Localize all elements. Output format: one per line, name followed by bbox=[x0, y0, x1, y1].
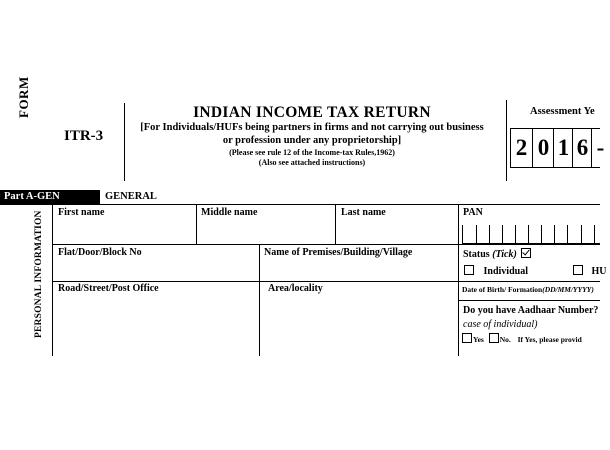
status-option-huf[interactable] bbox=[573, 265, 607, 277]
pan-cell-edge bbox=[554, 225, 555, 243]
road-street-field[interactable]: Road/Street/Post Office bbox=[58, 283, 159, 294]
pan-cell-edge bbox=[462, 225, 463, 243]
area-locality-field[interactable]: Area/locality bbox=[268, 283, 323, 294]
status-tick-checkbox[interactable] bbox=[521, 248, 531, 258]
flat-door-block-field[interactable]: Flat/Door/Block No bbox=[58, 247, 142, 258]
pan-cell-edge bbox=[541, 225, 542, 243]
dob-field[interactable] bbox=[462, 285, 594, 294]
last-name-field[interactable]: Last name bbox=[341, 207, 386, 218]
aadhaar-no-label: No. bbox=[499, 335, 511, 344]
first-name-field[interactable]: First name bbox=[58, 207, 105, 218]
aadhaar-hint: case of individual) bbox=[463, 319, 538, 330]
grid-row-rule bbox=[458, 281, 600, 282]
pan-cell-edge bbox=[502, 225, 503, 243]
grid-row-rule bbox=[52, 244, 600, 245]
pan-cell-edge bbox=[567, 225, 568, 243]
grid-divider bbox=[196, 204, 197, 244]
year-box-edge bbox=[510, 128, 511, 168]
grid-row-rule bbox=[52, 281, 458, 282]
form-rule-note: (Please see rule 12 of the Income-tax Rules,1962) bbox=[229, 148, 395, 157]
status-hint: (Tick) bbox=[492, 249, 517, 260]
status-label: Status bbox=[463, 249, 490, 260]
year-digit: 1 bbox=[557, 135, 570, 160]
pan-field[interactable]: PAN bbox=[463, 207, 483, 218]
status-group bbox=[463, 248, 534, 260]
form-title: INDIAN INCOME TAX RETURN bbox=[193, 104, 431, 121]
pan-box-base bbox=[462, 243, 600, 244]
form-code: ITR-3 bbox=[64, 128, 104, 144]
pan-cell-edge bbox=[476, 225, 477, 243]
year-digit: 0 bbox=[537, 135, 550, 160]
part-label: Part A-GEN bbox=[4, 191, 60, 202]
form-label: FORM bbox=[16, 76, 31, 118]
part-title: GENERAL bbox=[105, 191, 157, 202]
huf-label: HU bbox=[591, 266, 607, 277]
personal-information-label: PERSONAL INFORMATION bbox=[34, 210, 44, 338]
part-label-bar bbox=[0, 190, 100, 205]
assessment-year-label: Assessment Ye bbox=[530, 106, 595, 117]
form-subtitle-line1: [For Individuals/HUFs being partners in firms and not carrying out business bbox=[140, 122, 484, 133]
aadhaar-no-checkbox[interactable] bbox=[489, 333, 499, 343]
grid-divider bbox=[458, 204, 459, 356]
aadhaar-yes-checkbox[interactable] bbox=[462, 333, 472, 343]
aadhaar-options bbox=[462, 333, 582, 344]
form-instructions-note: (Also see attached instructions) bbox=[258, 158, 366, 167]
pan-cell-edge bbox=[581, 225, 582, 243]
aadhaar-if-yes-note: If Yes, please provid bbox=[517, 335, 582, 344]
year-digit: - bbox=[596, 135, 605, 160]
pan-cell-edge bbox=[515, 225, 516, 243]
year-box-top bbox=[510, 128, 600, 129]
middle-name-field[interactable]: Middle name bbox=[201, 207, 258, 218]
form-subtitle-line2: or profession under any proprietorship] bbox=[222, 135, 402, 146]
header-right-divider bbox=[506, 100, 507, 181]
individual-label: Individual bbox=[483, 266, 528, 277]
pan-cell-edge bbox=[528, 225, 529, 243]
huf-checkbox[interactable] bbox=[573, 265, 583, 275]
grid-row-rule bbox=[458, 300, 600, 301]
aadhaar-question: Do you have Aadhaar Number? bbox=[463, 305, 599, 316]
dob-label: Date of Birth/ Formation bbox=[462, 285, 543, 294]
year-box-bottom bbox=[510, 167, 600, 168]
year-digit: 2 bbox=[515, 135, 528, 160]
premises-field[interactable]: Name of Premises/Building/Village bbox=[264, 247, 413, 258]
year-digit: 6 bbox=[576, 135, 589, 160]
section-top-rule bbox=[0, 204, 600, 205]
pan-cell-edge bbox=[489, 225, 490, 243]
pan-cell-edge bbox=[594, 225, 595, 243]
status-option-individual[interactable] bbox=[464, 265, 528, 277]
grid-divider bbox=[259, 244, 260, 356]
aadhaar-yes-label: Yes bbox=[473, 335, 484, 344]
dob-hint: (DD/MM/YYYY) bbox=[542, 285, 594, 294]
individual-checkbox[interactable] bbox=[464, 265, 474, 275]
grid-divider bbox=[335, 204, 336, 244]
year-box-edge bbox=[532, 128, 533, 168]
grid-left-border bbox=[52, 204, 53, 356]
